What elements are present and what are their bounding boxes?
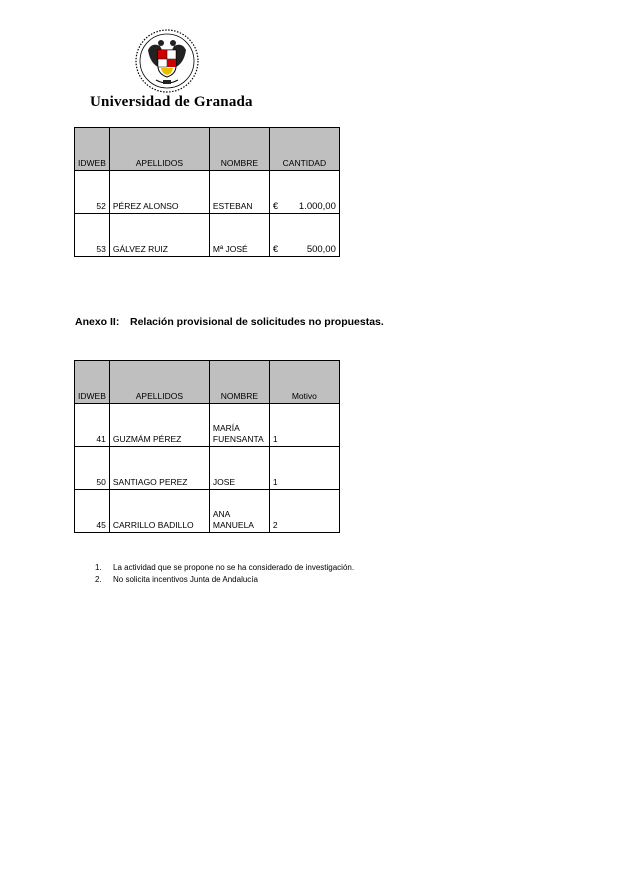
column-header-apellidos: APELLIDOS (109, 128, 209, 171)
cantidad-cell (269, 214, 339, 257)
nombre-cell: JOSE (209, 447, 269, 490)
column-header-idweb: IDWEB (75, 361, 110, 404)
list-item (95, 562, 354, 574)
amount-value: 1.000,00 (298, 201, 336, 212)
footnotes-list (95, 562, 354, 586)
column-header-apellidos: APELLIDOS (109, 361, 209, 404)
non-proposed-requests-table (74, 360, 340, 533)
nombre-line-1: MARÍA (212, 423, 240, 433)
motivo-cell: 1 (269, 404, 339, 447)
nombre-cell: ESTEBAN (209, 171, 269, 214)
cantidad-cell (269, 171, 339, 214)
apellidos-cell: GÁLVEZ RUIZ (109, 214, 209, 257)
table-row (75, 214, 340, 257)
idweb-cell: 50 (75, 447, 110, 490)
footnote-number: 1. (95, 563, 102, 572)
column-header-idweb: IDWEB (75, 128, 110, 171)
nombre-cell (209, 404, 269, 447)
apellidos-cell: GUZMÁM PÉREZ (109, 404, 209, 447)
apellidos-cell: SANTIAGO PEREZ (109, 447, 209, 490)
proposed-requests-table (74, 127, 340, 257)
annex-title: Relación provisional de solicitudes no propuestas. (130, 316, 384, 328)
nombre-line-1: ANA (212, 509, 231, 519)
nombre-line-2: FUENSANTA (212, 434, 264, 444)
motivo-cell: 2 (269, 490, 339, 533)
annex-label: Anexo II: (75, 316, 120, 328)
nombre-line-2: MANUELA (212, 520, 254, 530)
list-item (95, 574, 354, 586)
annex-heading (75, 316, 384, 328)
column-header-motivo: Motivo (269, 361, 339, 404)
table-header-row (75, 361, 340, 404)
table-header-row (75, 128, 340, 171)
column-header-nombre: NOMBRE (209, 361, 269, 404)
currency-symbol: € (272, 201, 279, 212)
column-header-nombre: NOMBRE (209, 128, 269, 171)
university-coat-of-arms-icon (134, 28, 200, 94)
idweb-cell: 45 (75, 490, 110, 533)
column-header-cantidad: CANTIDAD (269, 128, 339, 171)
idweb-cell: 53 (75, 214, 110, 257)
table-row (75, 404, 340, 447)
table-row (75, 490, 340, 533)
table-row (75, 171, 340, 214)
university-name: Universidad de Granada (90, 94, 253, 110)
currency-symbol: € (272, 244, 279, 255)
idweb-cell: 52 (75, 171, 110, 214)
footnote-text: La actividad que se propone no se ha considerado de investigación. (113, 563, 355, 572)
table-row (75, 447, 340, 490)
footnote-text: No solicita incentivos Junta de Andalucía (113, 575, 258, 584)
nombre-cell (209, 490, 269, 533)
apellidos-cell: PÉREZ ALONSO (109, 171, 209, 214)
apellidos-cell: CARRILLO BADILLO (109, 490, 209, 533)
amount-value: 500,00 (306, 244, 336, 255)
motivo-cell: 1 (269, 447, 339, 490)
footnote-number: 2. (95, 575, 102, 584)
idweb-cell: 41 (75, 404, 110, 447)
nombre-cell: Mª JOSÉ (209, 214, 269, 257)
